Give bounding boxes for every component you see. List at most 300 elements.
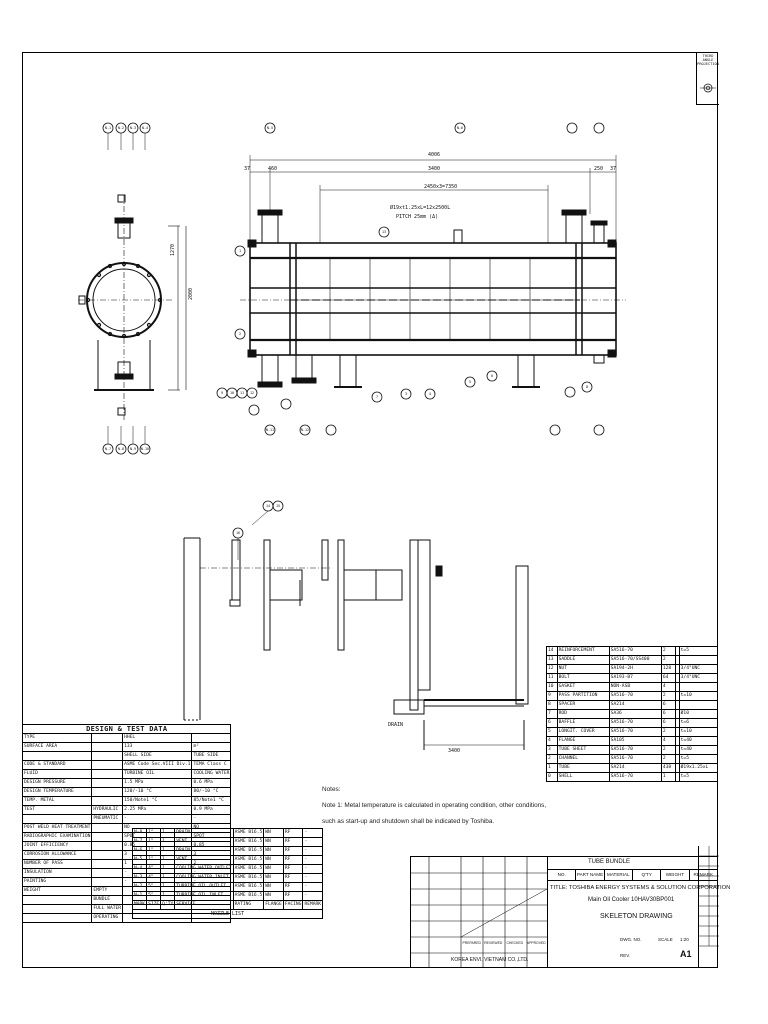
nozzle-cell: 1 [161, 829, 175, 838]
part-callout: 5 [468, 380, 472, 384]
parts-cell: 4 [547, 737, 558, 746]
dim-end-left: 37 [244, 166, 251, 172]
nozzle-cell: 1 [161, 838, 175, 847]
part-callout: 10 [229, 391, 235, 395]
nozzle-list-table [132, 828, 323, 919]
revision-column [698, 846, 719, 968]
design-data-cell: SPOT [123, 833, 192, 842]
revision-column-lines [699, 846, 719, 968]
design-data-cell: TEST [23, 806, 92, 815]
design-data-cell [92, 761, 123, 770]
nozzle-cell: ASME B16.5 [233, 856, 264, 865]
parts-cell: 14 [547, 647, 558, 656]
design-data-cell: DESIGN TEMPERATURE [23, 788, 92, 797]
design-data-cell [92, 824, 123, 833]
revision-grid-lines [411, 857, 547, 967]
tube-spec: Ø19xt1.25xL=12x2500L [390, 205, 451, 211]
part-callout: 13 [381, 230, 387, 234]
nozzle-cell: COOLING WATER INLET [175, 874, 233, 883]
design-data-cell: OPERATING [92, 914, 123, 923]
nozzle-cell: WN [264, 838, 284, 847]
parts-cell: 2 [661, 728, 675, 737]
design-data-title: DESIGN & TEST DATA [23, 725, 231, 734]
parts-cell: LONGIT. COVER [557, 728, 609, 737]
note-line-2: such as start-up and shutdown shall be indicated by Toshiba. [322, 818, 495, 825]
design-data-cell: 3 [123, 851, 192, 860]
design-data-cell [92, 752, 123, 761]
nozzle-cell: DRAIN [175, 847, 233, 856]
nozzle-cell: N-8 [133, 829, 147, 838]
nozzle-cell: - [303, 883, 323, 892]
parts-row [547, 773, 718, 782]
nozzle-row [133, 847, 323, 856]
dim-overall-length: 4006 [428, 152, 441, 158]
parts-cell: 1 [547, 764, 558, 773]
title-block-col: NO. [548, 870, 576, 880]
parts-cell: SA516-70 [609, 647, 661, 656]
design-data-cell [92, 743, 123, 752]
nozzle-tag: N-2 [117, 126, 125, 130]
part-callout: 3 [404, 392, 408, 396]
parts-cell: 2 [661, 656, 675, 665]
nozzle-header-cell: REMARK [303, 901, 323, 910]
scale-label: SCALE [658, 937, 673, 942]
parts-cell: TUBE [557, 764, 609, 773]
parts-cell: PASS PARTITION [557, 692, 609, 701]
design-data-cell: - [123, 869, 192, 878]
nozzle-cell: 5" [147, 883, 161, 892]
design-data-cell: SPOT [192, 833, 231, 842]
design-data-cell [92, 770, 123, 779]
projection-label: THIRD ANGLE PROJECTION [697, 54, 719, 66]
part-callout: 15 [275, 504, 281, 508]
design-data-cell [23, 896, 92, 905]
design-data-cell [92, 869, 123, 878]
nozzle-cell: - [303, 838, 323, 847]
parts-row [547, 710, 718, 719]
parts-cell: SA516-70 [609, 728, 661, 737]
part-callout: 7 [375, 395, 379, 399]
nozzle-row [133, 856, 323, 865]
title-line: TITLE: TOSHIBA ENERGY SYSTEMS & SOLUTION CORPORATION [550, 885, 731, 891]
design-data-cell: FLUID [23, 770, 92, 779]
nozzle-cell: N-3 [133, 874, 147, 883]
nozzle-cell: - [303, 874, 323, 883]
parts-cell: 6 [661, 710, 675, 719]
design-data-cell: RADIOGRAPHIC EXAMINATION [23, 833, 92, 842]
design-data-cell: 0.6 MPa [192, 779, 231, 788]
approval-role: PREPARED [462, 941, 481, 945]
design-data-cell: CODE & STANDARD [23, 761, 92, 770]
design-data-cell: SURFACE AREA [23, 743, 92, 752]
nozzle-cell: 1 [161, 865, 175, 874]
title-block-col: PART NAME [576, 870, 604, 880]
part-callout: 4 [428, 392, 432, 396]
nozzle-tag: N-10 [140, 447, 150, 451]
nozzle-cell: 1 [161, 892, 175, 901]
part-callout: 2 [238, 332, 242, 336]
design-data-cell [92, 788, 123, 797]
design-data-cell: WEIGHT [23, 887, 92, 896]
design-data-row [23, 815, 231, 824]
design-data-row [23, 752, 231, 761]
design-data-cell: TEMA Class C [192, 761, 231, 770]
parts-cell: 2 [661, 647, 675, 656]
parts-cell: SA194-2H [609, 665, 661, 674]
parts-cell: 7 [547, 710, 558, 719]
nozzle-tag: N-3 [129, 126, 137, 130]
parts-row [547, 764, 718, 773]
design-data-cell: - [192, 869, 231, 878]
design-data-cell: - [192, 815, 231, 824]
design-data-cell: 2.25 MPa [123, 806, 192, 815]
nozzle-header-cell: MARK [133, 901, 147, 910]
nozzle-cell: ASME B16.5 [233, 847, 264, 856]
nozzle-header-cell: FLANGE [264, 901, 284, 910]
design-data-cell: PNEUMATIC [92, 815, 123, 824]
parts-cell: 0 [547, 773, 558, 782]
nozzle-cell: WN [264, 874, 284, 883]
design-data-row [23, 806, 231, 815]
detail-view [184, 538, 528, 750]
design-data-cell: TEMP. METAL [23, 797, 92, 806]
parts-cell: NUT [557, 665, 609, 674]
parts-row [547, 701, 718, 710]
design-data-cell: - [123, 878, 192, 887]
parts-cell: 2 [661, 692, 675, 701]
part-callout: 6 [490, 374, 494, 378]
nozzle-cell: RF [283, 865, 303, 874]
design-data-cell: 1 [123, 860, 192, 869]
parts-row [547, 647, 718, 656]
parts-cell: SA516-70/SS400 [609, 656, 661, 665]
nozzle-cell: ASME B16.5 [233, 838, 264, 847]
design-data-cell: TUBE SIDE [192, 752, 231, 761]
nozzle-cell: RF [283, 874, 303, 883]
part-callout: 12 [249, 391, 255, 395]
nozzle-cell: N-6 [133, 847, 147, 856]
parts-cell: 9 [547, 692, 558, 701]
design-data-cell: NUMBER OF PASS [23, 860, 92, 869]
nozzle-cell: 1 [161, 874, 175, 883]
parts-cell: REINFORCEMENT [557, 647, 609, 656]
nozzle-cell: WN [264, 883, 284, 892]
parts-cell: SA36 [609, 710, 661, 719]
nozzle-cell: 1" [147, 829, 161, 838]
approval-role: APPROVED [526, 941, 546, 945]
parts-cell: t=40 [679, 737, 717, 746]
dim-side-height: 1270 [170, 243, 176, 256]
scale-value: 1:20 [680, 937, 689, 942]
parts-cell: BOLT [557, 674, 609, 683]
design-data-cell: NO [192, 824, 231, 833]
design-data-cell: PAINTING [23, 878, 92, 887]
parts-cell: t=5 [679, 773, 717, 782]
nozzle-tag: N-11 [265, 428, 275, 432]
parts-cell: CHANNEL [557, 755, 609, 764]
design-data-cell: NO [123, 824, 192, 833]
equipment-subtitle: Main Oil Cooler 10HAV30BP001 [588, 897, 675, 903]
design-data-cell [92, 779, 123, 788]
design-data-cell: INSULATION [23, 869, 92, 878]
parts-cell: 6 [547, 719, 558, 728]
nozzle-cell: RF [283, 847, 303, 856]
nozzle-cell: WN [264, 847, 284, 856]
nozzle-row [133, 883, 323, 892]
part-callout: 14 [265, 504, 271, 508]
approval-role: CHECKED [506, 941, 524, 945]
nozzle-header-cell: RATING [233, 901, 264, 910]
nozzle-cell: RF [283, 829, 303, 838]
design-data-cell [192, 734, 231, 743]
nozzle-cell: N-4 [133, 865, 147, 874]
dim-right-offset: 250 [594, 166, 604, 172]
parts-row [547, 656, 718, 665]
nozzle-cell: TURBINE OIL OUTLET [175, 883, 233, 892]
parts-cell: t=10 [679, 692, 717, 701]
parts-row [547, 746, 718, 755]
nozzle-cell: 1" [147, 856, 161, 865]
design-data-cell [23, 752, 92, 761]
parts-cell: 438 [661, 764, 675, 773]
part-callout: 8 [585, 385, 589, 389]
nozzle-cell: WN [264, 865, 284, 874]
drawing-title: SKELETON DRAWING [600, 913, 673, 920]
design-data-cell: - [123, 815, 192, 824]
parts-cell: 6 [661, 701, 675, 710]
nozzle-row [133, 874, 323, 883]
title-block-col: REMARK [690, 870, 718, 880]
design-data-row [23, 743, 231, 752]
design-data-cell [92, 833, 123, 842]
nozzle-cell: RF [283, 856, 303, 865]
nozzle-cell: RF [283, 892, 303, 901]
parts-cell: GASKET [557, 683, 609, 692]
parts-row [547, 737, 718, 746]
design-data-cell: 120/-10 °C [123, 788, 192, 797]
parts-cell: t=5 [679, 755, 717, 764]
design-data-cell [23, 815, 92, 824]
design-data-cell: FULL WATER [92, 905, 123, 914]
design-data-cell: TYPE [23, 734, 92, 743]
design-data-cell: ASME Code Sec.VIII Div.1 [123, 761, 192, 770]
notes-block [322, 782, 552, 830]
parts-cell: 3/4"UNC [679, 674, 717, 683]
design-data-cell: EMPTY [92, 887, 123, 896]
design-data-cell [92, 734, 123, 743]
parts-cell: SA516-70 [609, 719, 661, 728]
nozzle-cell: WN [264, 892, 284, 901]
design-data-cell [23, 914, 92, 923]
nozzle-row [133, 865, 323, 874]
design-data-row [23, 761, 231, 770]
parts-cell: 1 [661, 773, 675, 782]
approval-role: REVIEWED [484, 941, 503, 945]
nozzle-cell: 1 [161, 856, 175, 865]
design-data-cell: 0.85 [123, 842, 192, 851]
design-data-cell: 1.5 MPa [123, 779, 192, 788]
nozzle-tag: N-12 [300, 428, 310, 432]
parts-cell: 3/4"UNC [679, 665, 717, 674]
design-data-cell: DESIGN PRESSURE [23, 779, 92, 788]
dim-side-total: 2000 [188, 287, 194, 300]
design-data-cell: 150/Note1 °C [123, 797, 192, 806]
nozzle-tag: N-5 [266, 126, 274, 130]
parts-cell: SA516-70 [609, 692, 661, 701]
parts-row [547, 683, 718, 692]
title-block [410, 856, 731, 968]
title-block-col: WEIGHT [661, 870, 689, 880]
nozzle-cell: - [303, 847, 323, 856]
parts-cell: 64 [661, 674, 675, 683]
nozzle-cell: 1" [147, 838, 161, 847]
parts-cell: ROD [557, 710, 609, 719]
design-data-cell: 3 [192, 851, 231, 860]
parts-cell [679, 701, 717, 710]
nozzle-cell: ASME B16.5 [233, 865, 264, 874]
parts-cell: 4 [661, 737, 675, 746]
nozzle-cell: - [303, 865, 323, 874]
note-line-1: Note 1: Metal temperature is calculated in operating condition, other conditions, [322, 802, 547, 809]
parts-cell: 128 [661, 665, 675, 674]
parts-cell: 6 [661, 719, 675, 728]
parts-cell: TUBE SHEET [557, 746, 609, 755]
parts-cell: t=40 [679, 746, 717, 755]
design-data-cell [92, 878, 123, 887]
design-data-cell: POST WELD HEAT TREATMENT [23, 824, 92, 833]
parts-cell: SA214 [609, 701, 661, 710]
title-block-col: Q'TY [633, 870, 661, 880]
title-block-col: MATERIAL [605, 870, 633, 880]
parts-cell: 11 [547, 674, 558, 683]
nozzle-list-title: NOZZLE LIST [133, 910, 323, 919]
parts-cell: SA516-70 [609, 755, 661, 764]
nozzle-cell: WN [264, 856, 284, 865]
part-callout: 1 [238, 249, 242, 253]
design-data-row [23, 797, 231, 806]
nozzle-header-cell: FACING [283, 901, 303, 910]
design-data-cell: 80/-10 °C [192, 788, 231, 797]
end-view-nozzle-tags [103, 123, 150, 454]
nozzle-row [133, 829, 323, 838]
nozzle-cell: TURBINE OIL INLET [175, 892, 233, 901]
parts-cell: SADDLE [557, 656, 609, 665]
parts-cell: 10 [547, 683, 558, 692]
design-data-cell: COOLING WATER [192, 770, 231, 779]
nozzle-cell: COOLING WATER OUTLET [175, 865, 233, 874]
parts-cell [679, 656, 717, 665]
parts-cell: 4 [661, 683, 675, 692]
nozzle-cell: ASME B16.5 [233, 829, 264, 838]
detail-dim: 3400 [448, 748, 461, 754]
dim-left-offset: 460 [268, 166, 278, 172]
nozzle-tag: N-6 [456, 126, 464, 130]
dim-tube-length: 2450x3=7350 [424, 184, 458, 190]
parts-cell: SA105 [609, 737, 661, 746]
nozzle-cell: N-7 [133, 838, 147, 847]
nozzle-cell: ASME B16.5 [233, 883, 264, 892]
parts-cell: SA516-70 [609, 746, 661, 755]
nozzle-cell: ASME B16.5 [233, 874, 264, 883]
parts-cell: t=5 [679, 647, 717, 656]
design-data-cell: 2 [192, 860, 231, 869]
title-block-columns [548, 869, 718, 881]
nozzle-cell: 4" [147, 874, 161, 883]
approval-roles [461, 941, 547, 945]
parts-cell: t=6 [679, 719, 717, 728]
design-data-cell: TURBINE OIL [123, 770, 192, 779]
end-view [78, 195, 186, 420]
nozzle-header-cell: Q'TY [161, 901, 175, 910]
design-data-cell: JOINT EFFICIENCY [23, 842, 92, 851]
nozzle-cell: - [303, 892, 323, 901]
parts-cell: 2 [547, 755, 558, 764]
notes-title: Notes: [322, 786, 341, 793]
design-data-cell: 0.9 MPa [192, 806, 231, 815]
nozzle-cell: 4" [147, 865, 161, 874]
design-data-cell: SHELL SIDE [123, 752, 192, 761]
nozzle-tag: N-4 [141, 126, 149, 130]
design-data-row [23, 779, 231, 788]
company-name: KOREA ENVI. VIETNAM CO.,LTD. [451, 957, 529, 963]
nozzle-cell: 1 [161, 883, 175, 892]
part-callout: 9 [220, 391, 224, 395]
design-data-cell: 85/Note1 °C [192, 797, 231, 806]
nozzle-cell: ASME B16.5 [233, 892, 264, 901]
nozzle-cell: N-2 [133, 883, 147, 892]
parts-row [547, 665, 718, 674]
design-data-cell: 133 [123, 743, 192, 752]
nozzle-cell: - [303, 829, 323, 838]
rev-label: REV. [620, 953, 631, 958]
design-data-cell [23, 905, 92, 914]
nozzle-row [133, 892, 323, 901]
nozzle-cell: N-1 [133, 892, 147, 901]
parts-cell: BAFFLE [557, 719, 609, 728]
design-data-row [23, 770, 231, 779]
nozzle-tag: N-7 [104, 447, 112, 451]
part-callout: 11 [239, 391, 245, 395]
parts-list-table [546, 646, 718, 782]
nozzle-cell: DRAIN [175, 829, 233, 838]
parts-cell: 12 [547, 665, 558, 674]
parts-cell: SHELL [557, 773, 609, 782]
design-data-cell: HHEL [123, 734, 192, 743]
parts-row [547, 719, 718, 728]
nozzle-cell: - [303, 856, 323, 865]
parts-cell: Ø19x1.25xL [679, 764, 717, 773]
design-data-cell [92, 851, 123, 860]
design-data-cell: m² [192, 743, 231, 752]
dim-shell-length: 3400 [428, 166, 441, 172]
design-data-cell [92, 860, 123, 869]
nozzle-row [133, 838, 323, 847]
nozzle-cell: N-5 [133, 856, 147, 865]
parts-row [547, 692, 718, 701]
revision-grid [411, 857, 547, 967]
parts-cell: t=10 [679, 728, 717, 737]
part-callout: 16 [235, 531, 241, 535]
nozzle-cell: RF [283, 883, 303, 892]
design-data-cell: BUNDLE [92, 896, 123, 905]
parts-cell: 13 [547, 656, 558, 665]
parts-cell: SPACER [557, 701, 609, 710]
side-view [240, 210, 626, 387]
design-data-cell [92, 797, 123, 806]
design-data-cell: - [192, 878, 231, 887]
nozzle-tag: N-8 [117, 447, 125, 451]
nozzle-cell: 1" [147, 847, 161, 856]
